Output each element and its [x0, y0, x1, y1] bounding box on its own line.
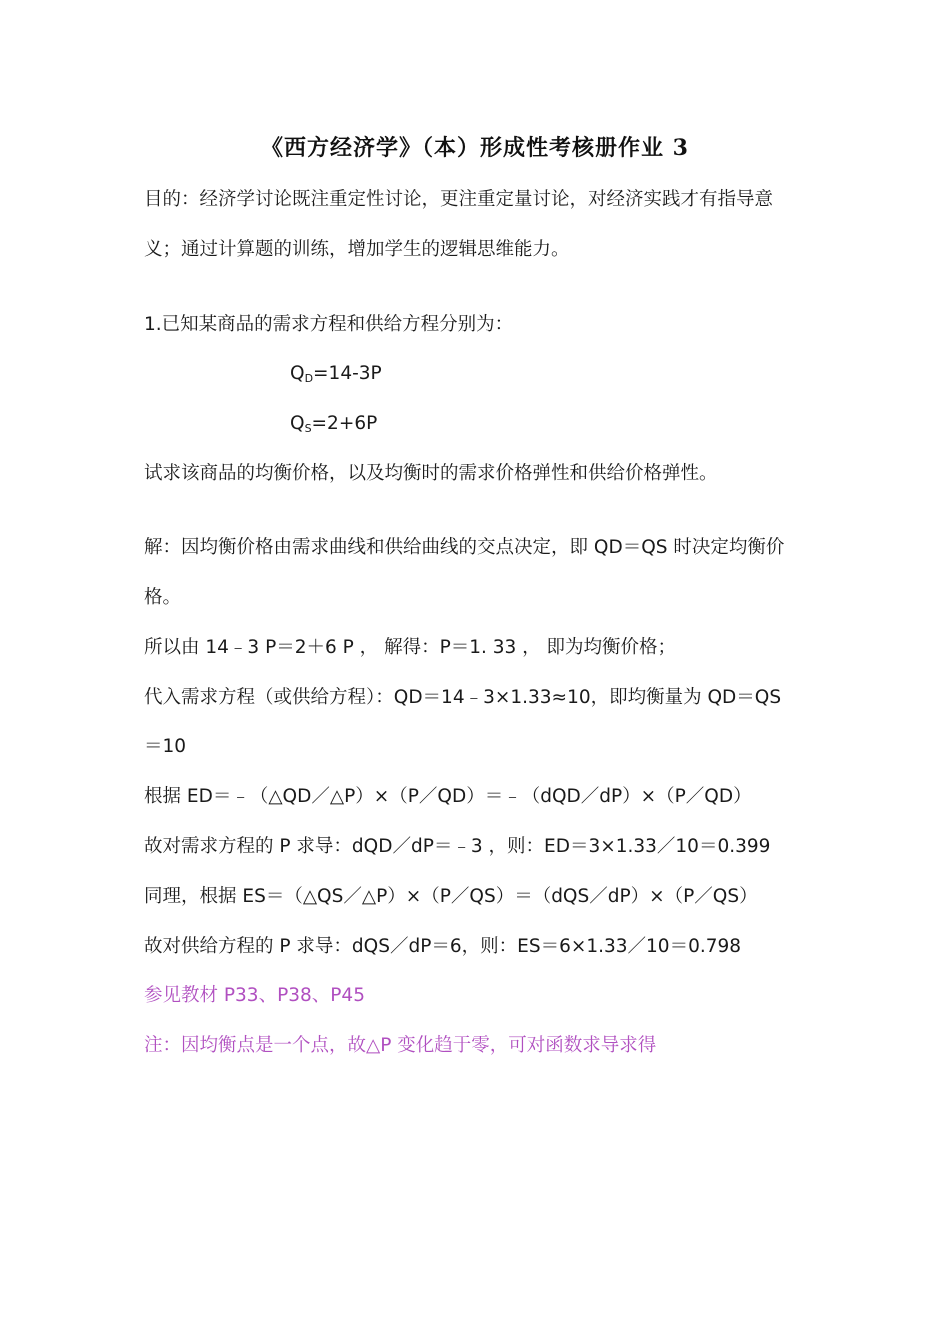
demand-q: Q [290, 363, 305, 384]
supply-equation [290, 411, 377, 437]
supply-rhs: =2+6P [311, 413, 378, 434]
question-ask: 试求该商品的均衡价格，以及均衡时的需求价格弹性和供给价格弹性。 [144, 463, 718, 484]
question-stem: 1.已知某商品的需求方程和供给方程分别为： [144, 314, 514, 335]
document-title: 《西方经济学》（本）形成性考核册作业 3 [261, 135, 689, 161]
solution-line-2: 格。 [144, 587, 182, 608]
solution-line-7: 故对需求方程的 P 求导：dQD／dP＝﹣3 ，则：ED＝3×1.33／10＝0.399 [144, 836, 771, 857]
solution-line-3: 所以由 14﹣3 P＝2＋6 P ， 解得：P＝1. 33 ， 即为均衡价格； [144, 637, 677, 658]
solution-line-9: 故对供给方程的 P 求导：dQS／dP＝6，则：ES＝6×1.33／10＝0.798 [144, 936, 742, 957]
demand-subscript: D [304, 372, 314, 385]
solution-line-1: 解：因均衡价格由需求曲线和供给曲线的交点决定，即 QD＝QS 时决定均衡价 [144, 537, 785, 558]
demand-rhs: =14-3P [313, 363, 382, 384]
purpose-line-1: 目的：经济学讨论既注重定性讨论，更注重定量讨论，对经济实践才有指导意 [144, 189, 774, 210]
supply-subscript: S [304, 422, 312, 435]
solution-line-6: 根据 ED＝﹣（△QD／△P）×（P／QD）＝﹣（dQD／dP）×（P／QD） [144, 786, 752, 807]
remark-note: 注：因均衡点是一个点，故△P 变化趋于零，可对函数求导求得 [144, 1035, 657, 1056]
supply-q: Q [290, 413, 305, 434]
textbook-reference: 参见教材 P33、P38、P45 [144, 985, 365, 1006]
solution-line-8: 同理，根据 ES＝（△QS／△P）×（P／QS）＝（dQS／dP）×（P／QS） [144, 886, 758, 907]
demand-equation [290, 361, 382, 387]
solution-line-4: 代入需求方程（或供给方程）：QD＝14﹣3×1.33≈10，即均衡量为 QD＝QS [144, 687, 782, 708]
purpose-line-2: 义；通过计算题的训练，增加学生的逻辑思维能力。 [144, 239, 570, 260]
solution-line-5: ＝10 [144, 736, 187, 757]
